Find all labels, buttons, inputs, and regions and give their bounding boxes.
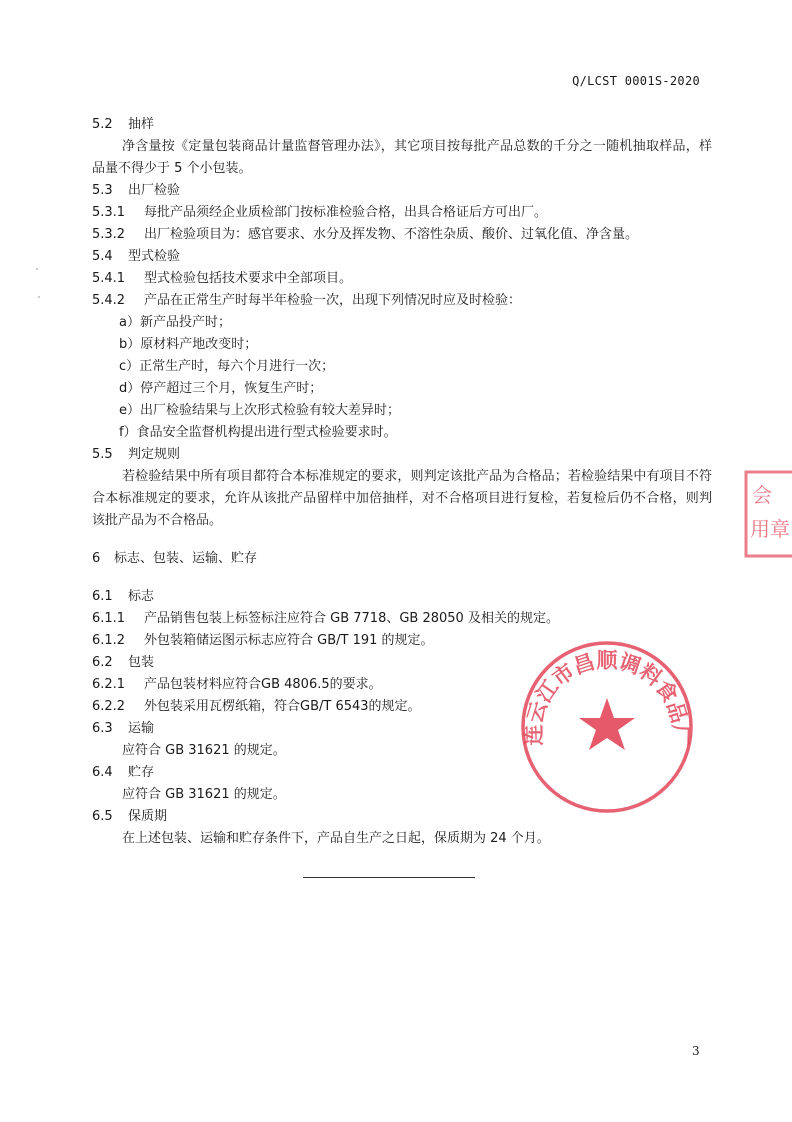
heading-5-5: 5.5 判定规则 <box>92 447 181 462</box>
heading-6: 6 标志、包装、运输、贮存 <box>92 551 258 566</box>
edge-seal-char-2: 用章 <box>750 517 790 541</box>
para-5-5: 若检验结果中所有项目都符合本标准规定的要求，则判定该批产品为合格品；若检验结果中有项目不符合本标准规定的要求，允许从该批产品留样中加倍抽样，对不合格项目进行复检，若复检后仍不合格，则判该批产品为不合格品。 <box>92 469 712 528</box>
heading-5-3: 5.3 出厂检验 <box>92 183 181 198</box>
document-id: Q/LCST 0001S-2020 <box>572 74 700 88</box>
list-item: e）出厂检验结果与上次形式检验有较大差异时； <box>119 403 400 418</box>
heading-5-2: 5.2 抽样 <box>92 117 155 132</box>
end-rule <box>303 877 475 878</box>
heading-5-4: 5.4 型式检验 <box>92 249 181 264</box>
heading-6-1: 6.1 标志 <box>92 589 155 604</box>
heading-6-5: 6.5 保质期 <box>92 809 168 824</box>
edge-seal <box>742 468 792 560</box>
page-number: 3 <box>692 1044 700 1058</box>
heading-6-2: 6.2 包装 <box>92 655 155 670</box>
clause-5-4-1: 5.4.1 型式检验包括技术要求中全部项目。 <box>92 271 353 286</box>
edge-seal-char-1: 会 <box>752 483 772 507</box>
clause-5-3-2: 5.3.2 出厂检验项目为：感官要求、水分及挥发物、不溶性杂质、酸价、过氧化值、净含量。 <box>92 227 639 242</box>
heading-6-4: 6.4 贮存 <box>92 765 155 780</box>
scan-speck <box>36 268 38 270</box>
list-item: b）原材料产地改变时； <box>119 337 258 352</box>
clause-6-2-1: 6.2.1 产品包装材料应符合GB 4806.5的要求。 <box>92 677 382 692</box>
list-item: a）新产品投产时； <box>119 315 231 330</box>
list-item: f）食品安全监督机构提出进行型式检验要求时。 <box>119 425 397 440</box>
clause-6-1-2: 6.1.2 外包装箱储运图示标志应符合 GB/T 191 的规定。 <box>92 633 434 648</box>
clause-5-4-2: 5.4.2 产品在正常生产时每半年检验一次，出现下列情况时应及时检验： <box>92 293 522 308</box>
para-6-4: 应符合 GB 31621 的规定。 <box>122 787 286 802</box>
clause-6-2-2: 6.2.2 外包装采用瓦楞纸箱，符合GB/T 6543的规定。 <box>92 699 421 714</box>
clause-5-3-1: 5.3.1 每批产品须经企业质检部门按标准检验合格，出具合格证后方可出厂。 <box>92 205 548 220</box>
para-5-2: 净含量按《定量包装商品计量监督管理办法》，其它项目按每批产品总数的千分之一随机抽取样品，样品量不得少于 5 个小包装。 <box>92 139 712 176</box>
list-item: d）停产超过三个月，恢复生产时； <box>119 381 323 396</box>
seal-text: 连云江市昌顺调料食品厂 <box>521 648 693 746</box>
para-6-3: 应符合 GB 31621 的规定。 <box>122 743 286 758</box>
clause-6-1-1: 6.1.1 产品销售包装上标签标注应符合 GB 7718、GB 28050 及相关的规定。 <box>92 611 559 626</box>
para-6-5: 在上述包装、运输和贮存条件下，产品自生产之日起，保质期为 24 个月。 <box>122 831 550 846</box>
scan-speck <box>38 296 40 298</box>
company-seal <box>518 638 696 816</box>
heading-6-3: 6.3 运输 <box>92 721 155 736</box>
list-item: c）正常生产时，每六个月进行一次； <box>119 359 335 374</box>
